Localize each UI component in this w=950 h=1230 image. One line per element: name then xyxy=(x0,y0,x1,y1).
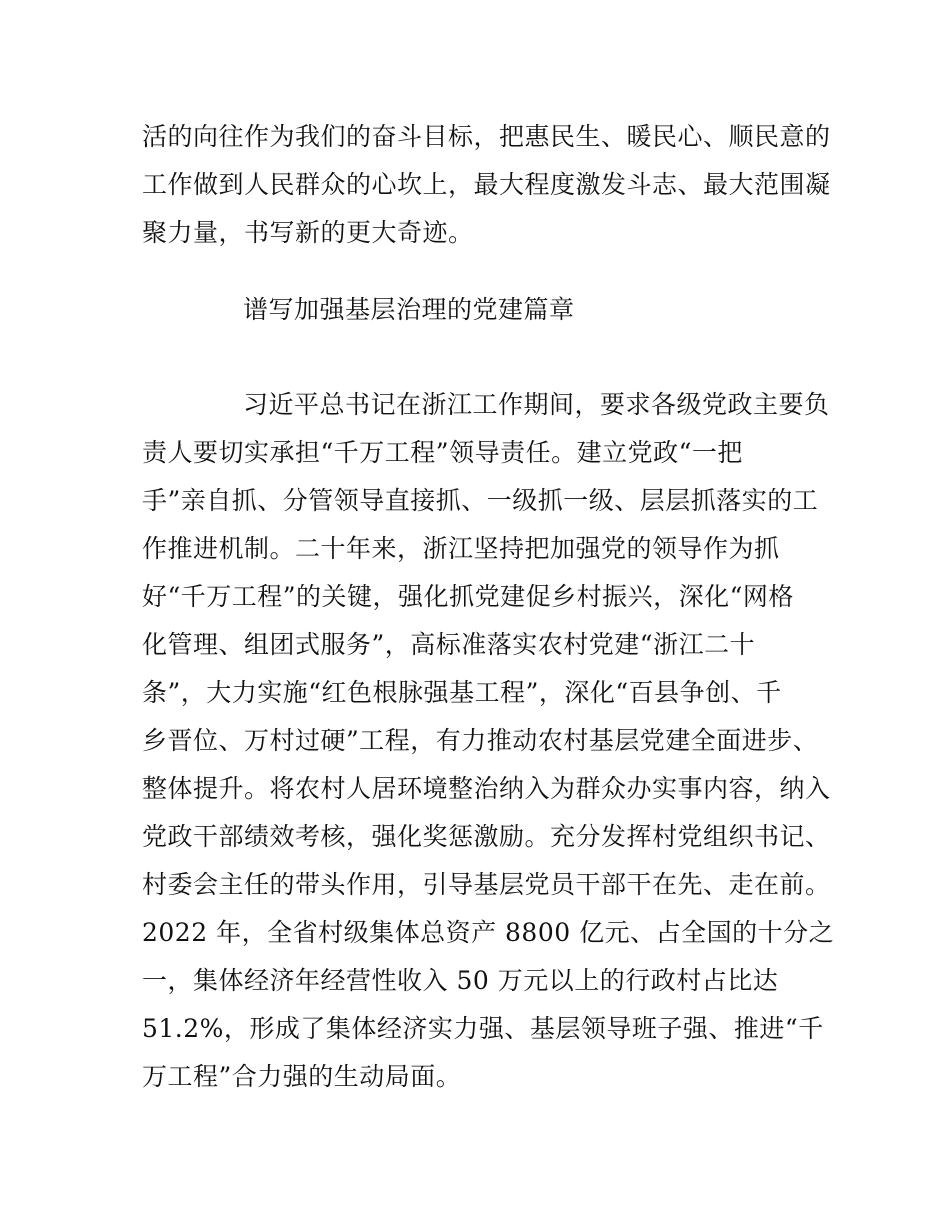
paragraph-line: 工作做到人民群众的心坎上，最大程度激发斗志、最大范围凝 xyxy=(142,170,831,199)
paragraph-line: 化管理、组团式服务”，高标准落实农村党建“浙江二十 xyxy=(142,630,756,659)
paragraph-line: 村委会主任的带头作用，引导基层党员干部干在先、走在前。 xyxy=(142,870,831,899)
paragraph-line: 万工程”合力强的生动局面。 xyxy=(142,1062,462,1091)
paragraph-line: 习近平总书记在浙江工作期间，要求各级党政主要负 xyxy=(243,390,830,419)
paragraph-line: 聚力量，书写新的更大奇迹。 xyxy=(142,218,474,247)
paragraph-line: 2022 年，全省村级集体总资产 8800 亿元、占全国的十分之 xyxy=(142,918,835,947)
paragraph-line: 乡晋位、万村过硬”工程，有力推动农村基层党建全面进步、 xyxy=(142,726,819,755)
section-heading: 谱写加强基层治理的党建篇章 xyxy=(243,295,575,324)
paragraph-line: 整体提升。将农村人居环境整治纳入为群众办实事内容，纳入 xyxy=(142,774,831,803)
paragraph-line: 作推进机制。二十年来，浙江坚持把加强党的领导作为抓 xyxy=(142,534,780,563)
paragraph-line: 党政干部绩效考核，强化奖惩激励。充分发挥村党组织书记、 xyxy=(142,822,831,851)
paragraph-line: 手”亲自抓、分管领导直接抓、一级抓一级、层层抓落实的工 xyxy=(142,486,819,515)
paragraph-line: 51.2%，形成了集体经济实力强、基层领导班子强、推进“千 xyxy=(142,1014,824,1043)
paragraph-line: 一，集体经济年经营性收入 50 万元以上的行政村占比达 xyxy=(142,966,779,995)
paragraph-line: 活的向往作为我们的奋斗目标，把惠民生、暖民心、顺民意的 xyxy=(142,122,831,151)
paragraph-line: 条”，大力实施“红色根脉强基工程”，深化“百县争创、千 xyxy=(142,678,782,707)
paragraph-line: 好“千万工程”的关键，强化抓党建促乡村振兴，深化“网格 xyxy=(142,582,794,611)
paragraph-line: 责人要切实承担“千万工程”领导责任。建立党政“一把 xyxy=(142,438,743,467)
